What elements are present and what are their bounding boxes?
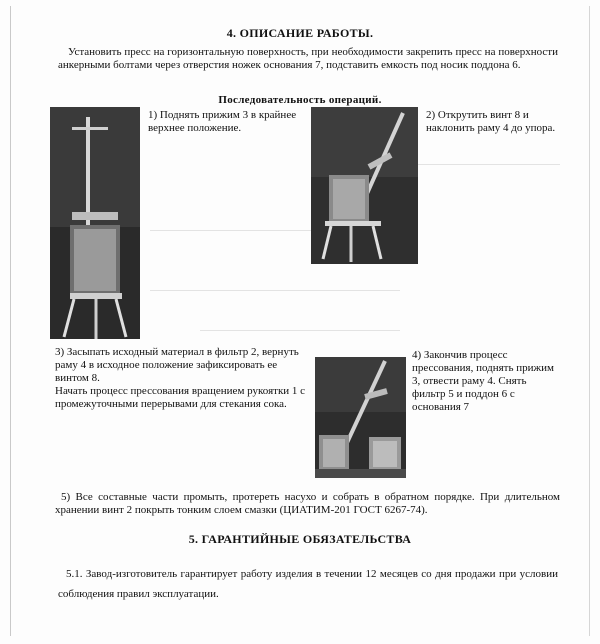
press-photo-3 xyxy=(315,357,406,478)
section4-title: 4. ОПИСАНИЕ РАБОТЫ. xyxy=(226,26,374,40)
step-3-continue-text: Начать процесс прессования вращением рукоятки 1 с промежуточными перерывами для стекания сока. xyxy=(55,385,306,410)
step-3-text: 3) Засыпать исходный материал в фильтр 2, вернуть раму 4 в исходное положение зафиксировать ее винтом 8. xyxy=(55,346,299,384)
bleed-line xyxy=(200,330,400,331)
sequence-title: Последовательность операций. xyxy=(218,94,382,106)
bleed-line xyxy=(150,290,400,291)
section5-title: 5. ГАРАНТИЙНЫЕ ОБЯЗАТЕЛЬСТВА xyxy=(188,532,412,546)
step-4-text: 4) Закончив процесс прессования, поднять прижим 3, отвести раму 4. Снять фильтр 5 и поддон 6 с основания 7 xyxy=(412,349,554,413)
step-5-text: 5) Все составные части промыть, протереть насухо и собрать в обратном порядке. При длительном хранении винт 2 покрыть тонким слоем смазки (ЦИАТИМ-201 ГОСТ 6267-74). xyxy=(55,491,560,516)
section4-intro: Установить пресс на горизонтальную поверхность, при необходимости закрепить пресс на поверхности анкерными болтами через отверстия ножек основания 7, подставить емкость под носик поддона 6. xyxy=(58,46,558,71)
press-photo-1 xyxy=(50,107,140,339)
step-2-text: 2) Открутить винт 8 и наклонить раму 4 до упора. xyxy=(426,109,556,134)
press-photo-2 xyxy=(311,107,418,264)
section5-text: 5.1. Завод-изготовитель гарантирует работу изделия в течении 12 месяцев со дня продажи при условии соблюдения правил эксплуатации. xyxy=(58,568,558,600)
step-1-text: 1) Поднять прижим 3 в крайнее верхнее положение. xyxy=(148,109,297,134)
